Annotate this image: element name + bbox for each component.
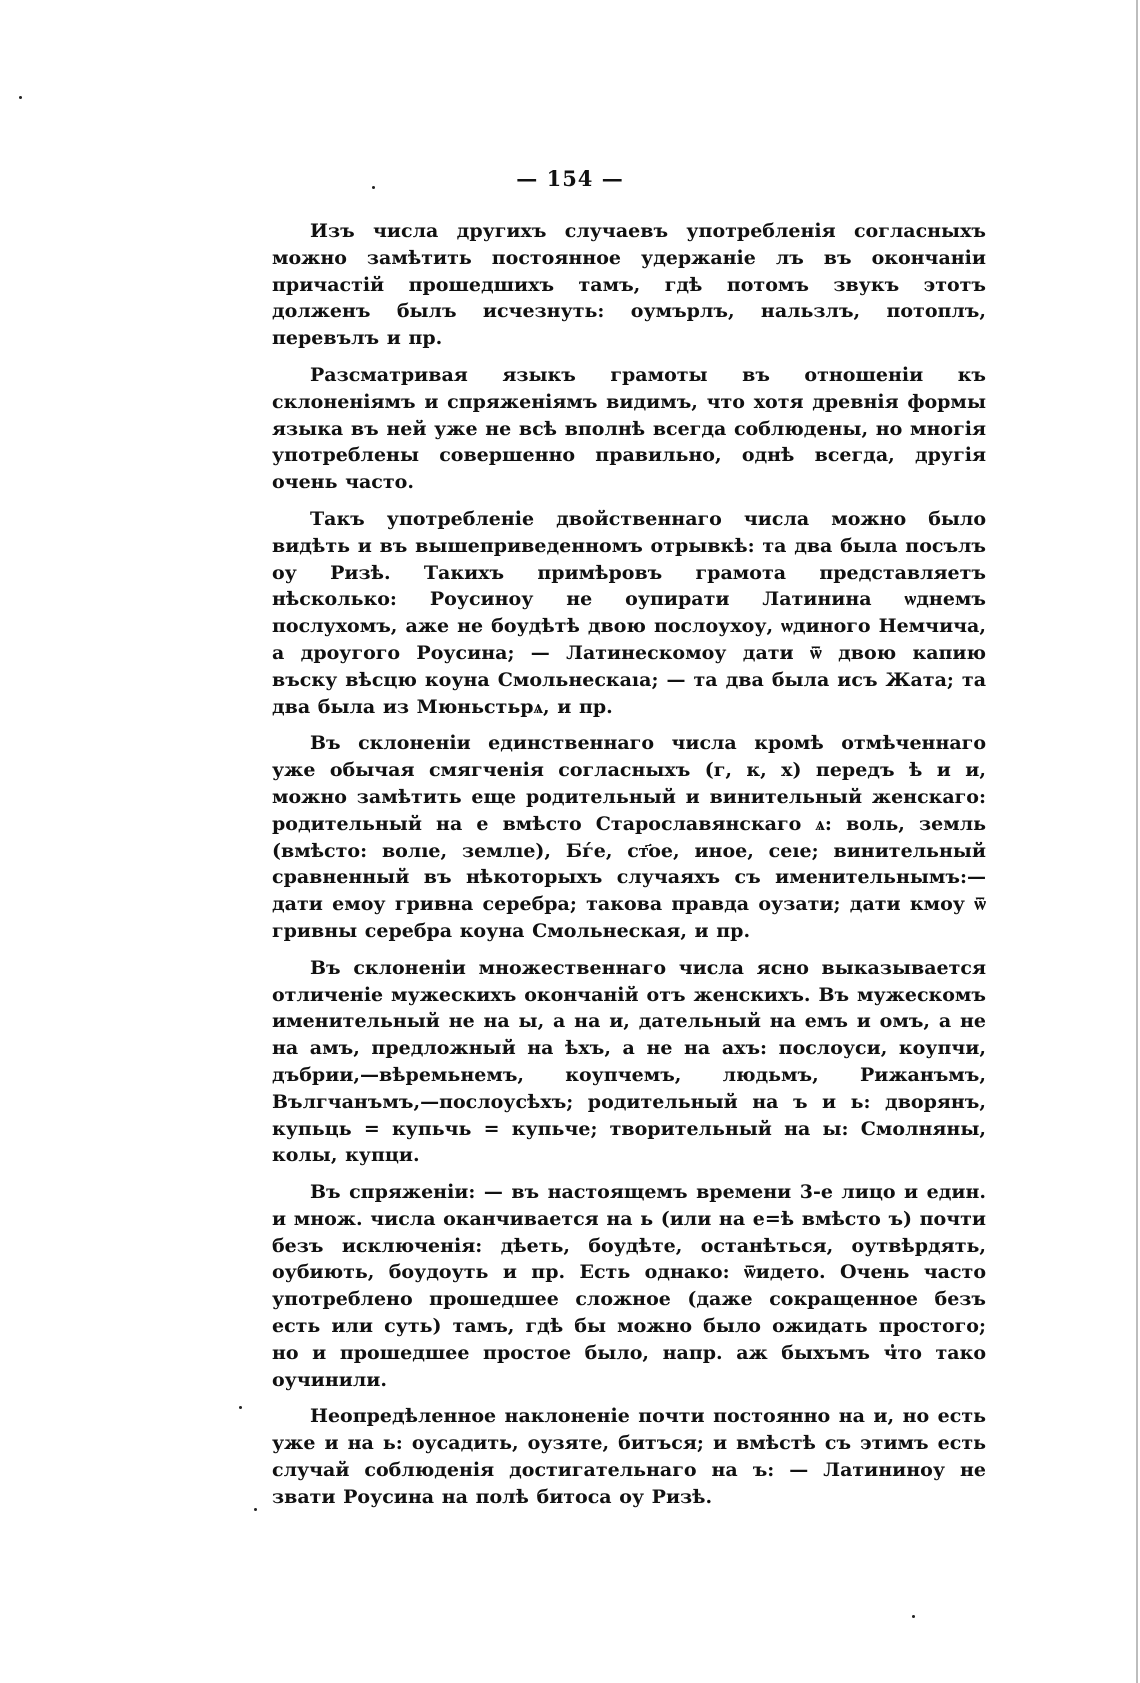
paragraph-conjugation: Въ спряженіи: — въ настоящемъ времени 3-е лицо и един. и множ. числа оканчивается на ь (или на е=ѣ вмѣсто ъ) почти безъ исключенія: дѣеть, боудѣте, останѣться, оутвѣрдять, оубиють, боудоуть и пр. Есть однако: ѿидето. Очень часто употреблено прошедшее сложное (даже сокращенное безъ есть или суть) тамъ, гдѣ бы можно было ожидать простого; но и прошедшее простое было, напр. аж быхъмъ что тако оучинили.	[272, 1181, 986, 1391]
paragraph-plural-declension: Въ склоненіи множественнаго числа ясно выказывается отличеніе мужескихъ окончаній отъ женскихъ. Въ мужескомъ именительный не на ы, а на и, дательный на емъ и омъ, а не на амъ, предложный на ѣхъ, а не на ахъ: послоуси, коупчи, дъбрии,—вѣремьнемъ, коупчемъ, людьмъ, Рижанъмъ, Вългчанъмъ,—послоусѣхъ; родительный на ъ и ь: дворянъ, купьць = купьчь = купьче; творительный на ы: Смолняны, колы, купци.	[272, 956, 986, 1167]
paragraph-infinitive: Неопредѣленное наклоненіе почти постоянно на и, но есть уже и на ь: оусадить, оузяте, битъся; и вмѣстѣ съ этимъ есть случай соблюденія достигательнаго на ъ: — Латининоу не звати Роусина на полѣ битоса оу Ризѣ.	[272, 1405, 986, 1508]
body-text	[272, 218, 986, 1521]
page-edge-line	[1136, 0, 1138, 1683]
scan-speck	[239, 1406, 242, 1409]
paragraph-singular-declension: Въ склоненіи единственнаго числа кромѣ отмѣченнаго уже обычая смягченія согласныхъ (г, к, х) передъ ѣ и и, можно замѣтить еще родительный и винительный женскаго: родительный на е вмѣсто Старославянскаго ѧ: воль, земль (вмѣсто: волıе, землıе), Бѓе, ст҃ое, иное, сеıе; винительный сравненный въ нѣкоторыхъ случаяхъ съ именительнымъ:—дати емоу гривна серебра; такова правда оузати; дати кмоу ѿ гривны серебра коуна Смольнеская, и пр.	[272, 732, 986, 942]
scan-speck	[19, 96, 22, 99]
paragraph-dual-number: Такъ употребленіе двойственнаго числа можно было видѣть и въ вышеприведенномъ отрывкѣ: та два была посълъ оу Ризѣ. Такихъ примѣровъ грамота представляетъ нѣсколько: Роусиноу не оупирати Латинина ѡднемъ послухомъ, аже не боудѣтѣ двою послоухоу, ѡдиного Немчича, а дроугого Роусина; — Латинескомоу дати ѿ двою капию въску вѣсцю коуна Смольнескаıа; — та два была исъ Жата; та два была из Мюньстьрѧ, и пр.	[272, 507, 986, 718]
page-number: — 154 —	[516, 166, 624, 191]
paragraph-declension-intro: Разсматривая языкъ грамоты въ отношеніи къ склоненіямъ и спряженіямъ видимъ, что хотя древнія формы языка въ ней уже не всѣ вполнѣ всегда соблюдены, но многія употреблены совершенно правильно, однѣ всегда, другія очень часто.	[272, 363, 986, 494]
scan-speck	[912, 1615, 915, 1618]
scan-speck	[254, 1508, 257, 1511]
paragraph-consonants: Изъ числа другихъ случаевъ употребленія согласныхъ можно замѣтить постоянное удержаніе лъ въ окончаніи причастій прошедшихъ тамъ, гдѣ потомъ звукъ этотъ долженъ былъ исчезнуть: оумърлъ, нальзлъ, потоплъ, перевълъ и пр.	[272, 220, 986, 350]
